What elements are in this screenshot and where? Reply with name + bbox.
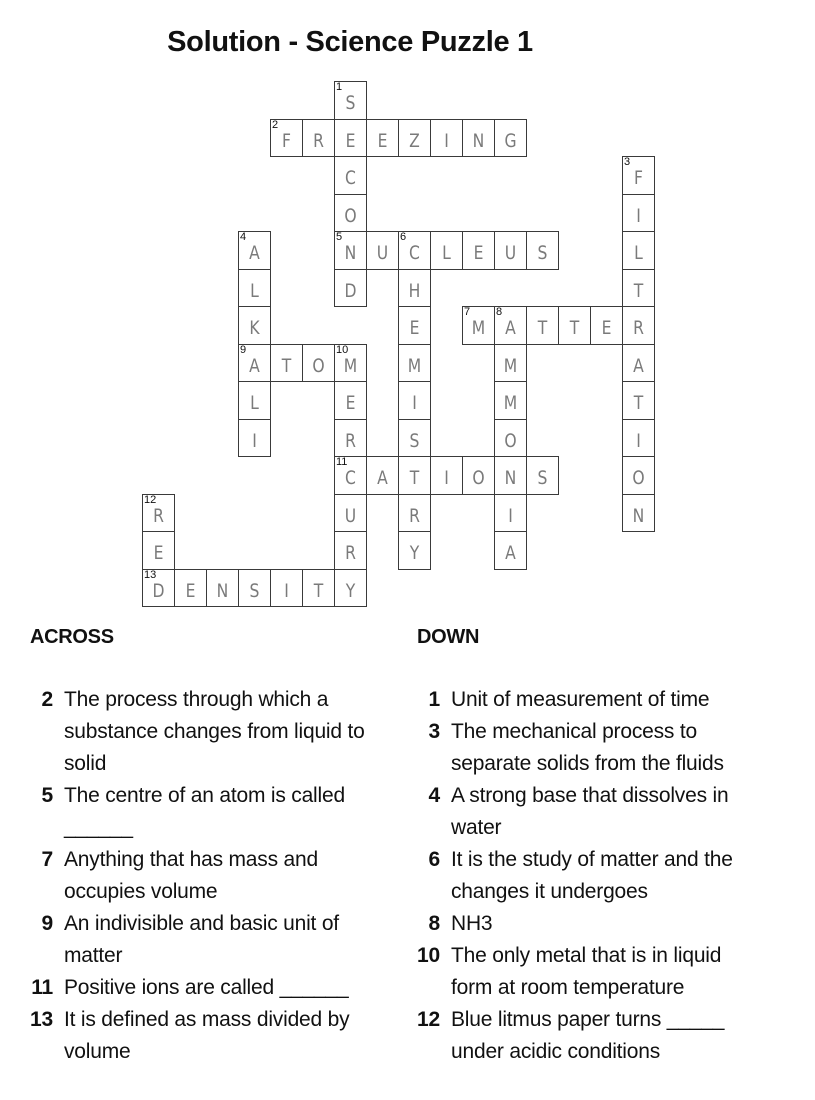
grid-cell[interactable] <box>238 306 271 345</box>
across-clue-2 <box>20 684 410 780</box>
cell-letter: S <box>537 242 548 264</box>
clue-text: Blue litmus paper turns _____ <box>451 1008 725 1031</box>
cell-letter: R <box>313 129 324 152</box>
grid-cell[interactable] <box>398 381 431 420</box>
grid-cell[interactable] <box>494 531 527 570</box>
grid-cell[interactable] <box>270 344 303 383</box>
cell-letter: O <box>632 467 645 489</box>
grid-cell[interactable] <box>430 456 463 495</box>
cell-letter: E <box>601 317 612 339</box>
grid-cell[interactable] <box>398 494 431 533</box>
cell-letter: I <box>284 579 289 602</box>
cell-letter: T <box>409 467 420 489</box>
grid-cell[interactable] <box>590 306 623 345</box>
grid-cell[interactable] <box>270 119 303 158</box>
cell-letter: T <box>633 392 644 414</box>
grid-cell[interactable] <box>174 569 207 608</box>
clue-number: 5 <box>41 784 53 807</box>
grid-cell[interactable] <box>270 569 303 608</box>
cell-letter: C <box>345 167 356 189</box>
clue-number-label: 13 <box>144 568 157 581</box>
clue-text: Positive ions are called ______ <box>64 976 349 999</box>
clue-text: The mechanical process to <box>451 720 697 743</box>
clue-number-label: 3 <box>624 156 631 168</box>
cell-letter: S <box>249 579 260 602</box>
grid-cell[interactable] <box>494 381 527 420</box>
grid-cell[interactable] <box>334 531 367 570</box>
clue-number-label: 10 <box>336 343 349 356</box>
grid-cell[interactable] <box>398 419 431 458</box>
cell-letter: O <box>472 467 485 489</box>
clue-number: 6 <box>428 848 440 871</box>
across-clue-5 <box>20 780 410 844</box>
cell-letter: I <box>252 429 257 452</box>
grid-cell[interactable] <box>302 119 335 158</box>
cell-letter: E <box>185 579 196 602</box>
clue-number: 10 <box>417 944 440 967</box>
grid-cell[interactable] <box>302 569 335 608</box>
grid-cell[interactable] <box>462 119 495 158</box>
cell-letter: O <box>504 429 517 452</box>
cell-letter: A <box>633 354 644 377</box>
cell-letter: N <box>472 129 485 152</box>
clue-text: An indivisible and basic unit of <box>64 912 339 935</box>
cell-letter: T <box>569 317 580 339</box>
grid-cell[interactable] <box>334 231 367 270</box>
cell-letter: I <box>444 467 449 489</box>
grid-cell[interactable] <box>238 419 271 458</box>
across-clue-13 <box>20 1004 410 1068</box>
clue-text: The only metal that is in liquid <box>451 944 722 967</box>
cell-letter: G <box>504 129 517 152</box>
across-clue-9 <box>20 908 410 972</box>
clue-number-label: 5 <box>336 231 343 243</box>
clue-number-label: 7 <box>464 306 471 318</box>
cell-letter: S <box>345 92 356 114</box>
cell-letter: U <box>376 242 389 264</box>
cell-letter: N <box>216 579 229 602</box>
cell-letter: E <box>153 542 164 564</box>
grid-cell[interactable] <box>334 119 367 158</box>
grid-cell[interactable] <box>238 344 271 383</box>
clue-number-label: 8 <box>496 306 503 318</box>
clue-number: 7 <box>41 848 53 871</box>
grid-cell[interactable] <box>398 269 431 308</box>
grid-cell[interactable] <box>526 456 559 495</box>
cell-letter: I <box>412 392 417 414</box>
cell-letter: U <box>504 242 517 264</box>
clue-number: 11 <box>31 976 53 999</box>
across-heading: ACROSS <box>30 626 114 648</box>
clue-text: substance changes from liquid to <box>64 720 365 743</box>
cell-letter: M <box>503 392 518 414</box>
cell-letter: A <box>249 242 260 264</box>
cell-letter: A <box>505 542 516 564</box>
cell-letter: N <box>344 242 357 264</box>
clue-number: 8 <box>428 912 440 935</box>
down-clue-3 <box>407 716 807 780</box>
grid-cell[interactable] <box>334 81 367 120</box>
clue-text: The process through which a <box>64 688 329 711</box>
cell-letter: R <box>345 429 356 452</box>
cell-letter: H <box>408 279 421 302</box>
clue-number-label: 1 <box>336 81 343 93</box>
grid-cell[interactable] <box>334 344 367 383</box>
clue-number: 12 <box>417 1008 440 1031</box>
clue-text: It is defined as mass divided by <box>64 1008 350 1031</box>
grid-cell[interactable] <box>398 531 431 570</box>
grid-cell[interactable] <box>334 419 367 458</box>
down-clue-10 <box>407 940 807 1004</box>
grid-cell[interactable] <box>430 119 463 158</box>
cell-letter: F <box>634 167 643 189</box>
grid-cell[interactable] <box>238 231 271 270</box>
cell-letter: R <box>153 504 164 527</box>
grid-cell[interactable] <box>462 456 495 495</box>
grid-cell[interactable] <box>622 156 655 195</box>
down-heading: DOWN <box>417 626 480 648</box>
across-clue-11 <box>20 972 410 1004</box>
grid-cell[interactable] <box>462 231 495 270</box>
clue-number: 1 <box>428 688 440 711</box>
clue-text: The centre of an atom is called <box>64 784 345 807</box>
cell-letter: U <box>344 504 357 527</box>
down-clue-12 <box>407 1004 807 1068</box>
cell-letter: A <box>249 354 260 377</box>
cell-letter: E <box>409 317 420 339</box>
clue-number-label: 11 <box>336 456 348 468</box>
grid-cell[interactable] <box>398 306 431 345</box>
clue-number-label: 9 <box>240 343 247 356</box>
grid-cell[interactable] <box>334 156 367 195</box>
grid-cell[interactable] <box>334 569 367 608</box>
cell-letter: Y <box>409 542 420 564</box>
cell-letter: M <box>471 317 486 339</box>
cell-letter: E <box>473 242 484 264</box>
clue-number: 9 <box>41 912 53 935</box>
clue-text: A strong base that dissolves in <box>451 784 729 807</box>
cell-letter: Y <box>345 579 356 602</box>
clue-number: 13 <box>30 1008 53 1031</box>
grid-cell[interactable] <box>142 569 175 608</box>
grid-cell[interactable] <box>494 231 527 270</box>
clue-text: NH3 <box>451 912 493 935</box>
grid-cell[interactable] <box>430 231 463 270</box>
grid-cell[interactable] <box>622 419 655 458</box>
grid-cell[interactable] <box>398 456 431 495</box>
grid-cell[interactable] <box>366 119 399 158</box>
clue-text: under acidic conditions <box>451 1040 661 1063</box>
grid-cell[interactable] <box>398 344 431 383</box>
grid-cell[interactable] <box>366 231 399 270</box>
grid-cell[interactable] <box>622 456 655 495</box>
grid-cell[interactable] <box>494 344 527 383</box>
cell-letter: L <box>250 279 259 302</box>
cell-letter: I <box>636 204 641 227</box>
grid-cell[interactable] <box>142 494 175 533</box>
grid-cell[interactable] <box>622 194 655 233</box>
grid-cell[interactable] <box>366 456 399 495</box>
grid-cell[interactable] <box>334 194 367 233</box>
cell-letter: T <box>537 317 548 339</box>
cell-letter: R <box>345 542 356 564</box>
clue-number: 2 <box>41 688 53 711</box>
clue-text: Unit of measurement of time <box>451 688 710 711</box>
cell-letter: T <box>281 354 292 377</box>
cell-letter: O <box>312 354 325 377</box>
cell-letter: O <box>344 204 357 227</box>
cell-letter: E <box>345 392 356 414</box>
cell-letter: I <box>444 129 449 152</box>
cell-letter: C <box>345 467 356 489</box>
across-clue-7 <box>20 844 410 908</box>
cell-letter: R <box>409 504 420 527</box>
grid-cell[interactable] <box>494 419 527 458</box>
cell-letter: A <box>377 467 388 489</box>
down-clue-8 <box>407 908 807 940</box>
clue-number: 4 <box>428 784 440 807</box>
cell-letter: N <box>632 504 645 527</box>
grid-cell[interactable] <box>238 381 271 420</box>
cell-letter: S <box>409 429 420 452</box>
clue-text: form at room temperature <box>451 976 685 999</box>
grid-cell[interactable] <box>494 456 527 495</box>
grid-cell[interactable] <box>334 381 367 420</box>
down-clue-1 <box>407 684 807 716</box>
grid-cell[interactable] <box>526 306 559 345</box>
cell-letter: T <box>313 579 324 602</box>
page-title: Solution - Science Puzzle 1 <box>167 26 533 58</box>
cell-letter: M <box>503 354 518 377</box>
across-clue-list <box>20 684 410 1068</box>
grid-cell[interactable] <box>462 306 495 345</box>
grid-cell[interactable] <box>398 119 431 158</box>
down-clue-6 <box>407 844 807 908</box>
grid-cell[interactable] <box>238 269 271 308</box>
cell-letter: S <box>537 467 548 489</box>
grid-cell[interactable] <box>622 344 655 383</box>
cell-letter: C <box>409 242 420 264</box>
clue-number-label: 2 <box>272 118 279 131</box>
clue-text: volume <box>64 1040 131 1063</box>
cell-letter: I <box>636 429 641 452</box>
grid-cell[interactable] <box>238 569 271 608</box>
down-clue-list <box>407 684 807 1068</box>
clue-text: separate solids from the fluids <box>451 752 724 775</box>
grid-cell[interactable] <box>622 494 655 533</box>
grid-cell[interactable] <box>334 494 367 533</box>
cell-letter: E <box>345 129 356 152</box>
cell-letter: L <box>250 392 259 414</box>
grid-cell[interactable] <box>334 456 367 495</box>
cell-letter: F <box>282 129 291 152</box>
grid-cell[interactable] <box>334 269 367 308</box>
grid-cell[interactable] <box>622 231 655 270</box>
down-clue-4 <box>407 780 807 844</box>
cell-letter: D <box>344 279 357 302</box>
grid-cell[interactable] <box>622 381 655 420</box>
clue-text: matter <box>64 944 123 967</box>
grid-cell[interactable] <box>494 306 527 345</box>
grid-cell[interactable] <box>622 306 655 345</box>
clue-number-label: 6 <box>400 231 407 243</box>
grid-cell[interactable] <box>494 119 527 158</box>
clue-text: water <box>451 816 502 839</box>
clue-number-label: 4 <box>240 231 247 243</box>
grid-cell[interactable] <box>398 231 431 270</box>
clue-text: solid <box>64 752 107 775</box>
grid-cell[interactable] <box>206 569 239 608</box>
grid-cell[interactable] <box>558 306 591 345</box>
cell-letter: N <box>504 467 517 489</box>
cell-letter: D <box>152 579 165 602</box>
cell-letter: Z <box>409 129 420 152</box>
clue-number: 3 <box>428 720 440 743</box>
clue-text: Anything that has mass and <box>64 848 318 871</box>
cell-letter: L <box>634 242 643 264</box>
clue-text: It is the study of matter and the <box>451 848 733 871</box>
clue-text: occupies volume <box>64 880 218 903</box>
cell-letter: E <box>377 129 388 152</box>
grid-cell[interactable] <box>526 231 559 270</box>
cell-letter: M <box>407 354 422 377</box>
clue-text: ______ <box>64 816 133 839</box>
cell-letter: L <box>442 242 451 264</box>
grid-cell[interactable] <box>622 269 655 308</box>
cell-letter: K <box>249 317 260 339</box>
cell-letter: M <box>343 354 358 377</box>
cell-letter: A <box>505 317 516 339</box>
cell-letter: I <box>508 504 513 527</box>
clue-number-label: 12 <box>144 493 157 506</box>
cell-letter: T <box>633 279 644 302</box>
grid-cell[interactable] <box>142 531 175 570</box>
clue-text: changes it undergoes <box>451 880 648 903</box>
grid-cell[interactable] <box>494 494 527 533</box>
grid-cell[interactable] <box>302 344 335 383</box>
cell-letter: R <box>633 317 644 339</box>
